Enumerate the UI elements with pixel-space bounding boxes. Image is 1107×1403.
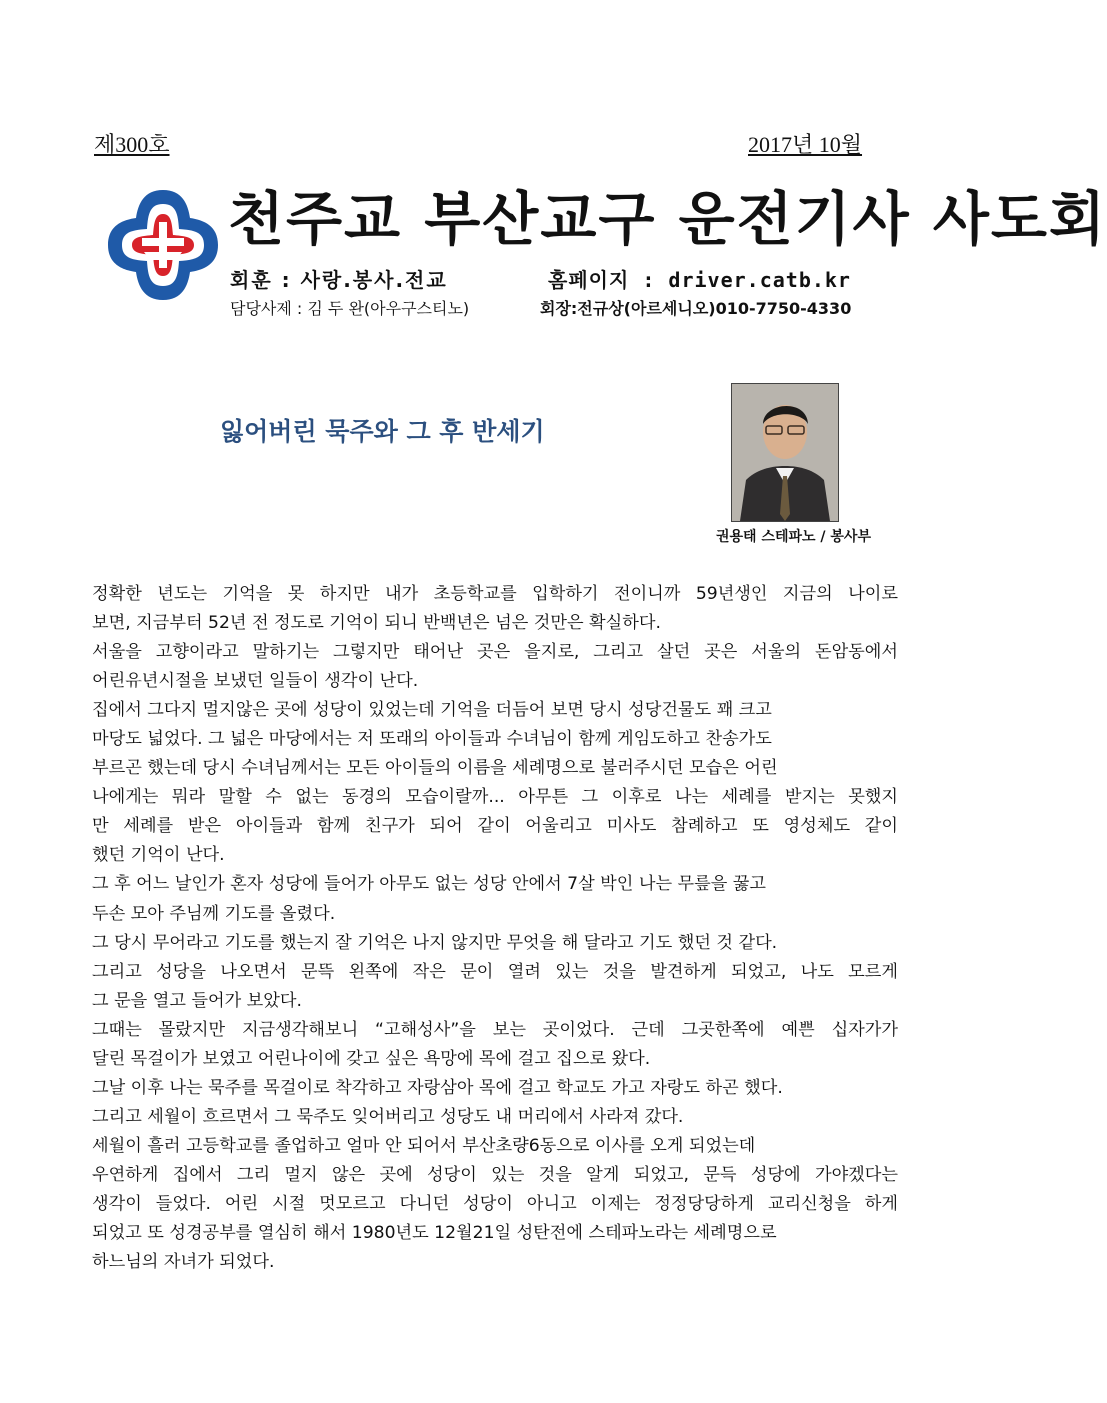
body-line: 어린유년시절을 보냈던 일들이 생각이 난다. bbox=[92, 671, 419, 692]
body-line: 보면, 지금부터 52년 전 정도로 기억이 되니 반백년은 넘은 것만은 확실하다. bbox=[92, 613, 661, 634]
body-line: 마당도 넓었다. 그 넓은 마당에서는 저 또래의 아이들과 수녀님이 함께 게임도하고 찬송가도 bbox=[92, 729, 772, 750]
author-photo bbox=[731, 383, 839, 522]
president-info: 회장:전규상(아르세니오)010-7750-4330 bbox=[540, 299, 852, 318]
body-line: 생각이 들었다. 어린 시절 멋모르고 다니던 성당이 아니고 이제는 정정당당하게 교리신청을 하게 bbox=[92, 1193, 898, 1214]
body-line: 정확한 년도는 기억을 못 하지만 내가 초등학교를 입학하기 전이니까 59년생인 지금의 나이로 bbox=[92, 584, 898, 604]
body-line: 되었고 또 성경공부를 열심히 해서 1980년도 12월21일 성탄전에 스테파노라는 세례명으로 bbox=[92, 1223, 777, 1244]
body-line: 만 세례를 받은 아이들과 함께 친구가 되어 같이 어울리고 미사도 참례하고 또 영성체도 같이 bbox=[92, 816, 898, 837]
issue-number: 제300호 bbox=[94, 132, 170, 157]
article-body bbox=[92, 580, 898, 1277]
body-line: 그때는 몰랐지만 지금생각해보니 “고해성사”을 보는 곳이었다. 근데 그곳한쪽에 예쁜 십자가가 bbox=[92, 1019, 898, 1040]
issue-date: 2017년 10월 bbox=[748, 132, 863, 157]
cross-emblem-icon bbox=[104, 186, 222, 304]
body-line: 그 문을 열고 들어가 보았다. bbox=[92, 990, 302, 1011]
body-line: 그 후 어느 날인가 혼자 성당에 들어가 아무도 없는 성당 안에서 7살 박인 나는 무릎을 꿇고 bbox=[92, 874, 766, 895]
body-line: 그날 이후 나는 묵주를 목걸이로 착각하고 자랑삼아 목에 걸고 학교도 가고 자랑도 하곤 했다. bbox=[92, 1077, 783, 1098]
article-title: 잃어버린 묵주와 그 후 반세기 bbox=[220, 417, 545, 446]
body-line: 나에게는 뭐라 말할 수 없는 동경의 모습이랄까... 아무튼 그 이후로 나는 세례를 받지는 못했지 bbox=[92, 787, 898, 808]
body-line: 서울을 고향이라고 말하기는 그렇지만 태어난 곳은 을지로, 그리고 살던 곳은 서울의 돈암동에서 bbox=[92, 642, 898, 663]
body-line: 부르곤 했는데 당시 수녀님께서는 모든 아이들의 이름을 세례명으로 불러주시던 모습은 어린 bbox=[92, 758, 778, 779]
author-name: 권용태 스테파노 / 봉사부 bbox=[716, 529, 871, 545]
body-line: 그 당시 무어라고 기도를 했는지 잘 기억은 나지 않지만 무엇을 해 달라고 기도 했던 것 같다. bbox=[92, 932, 778, 953]
priest-info: 담당사제 : 김 두 완(아우구스티노) bbox=[230, 299, 470, 318]
body-line: 우연하게 집에서 그리 멀지 않은 곳에 성당이 있는 것을 알게 되었고, 문득 성당에 가야겠다는 bbox=[92, 1164, 898, 1185]
body-line: 그리고 성당을 나오면서 문뜩 왼쪽에 작은 문이 열려 있는 것을 발견하게 되었고, 나도 모르게 bbox=[92, 961, 898, 982]
body-line: 그리고 세월이 흐르면서 그 묵주도 잊어버리고 성당도 내 머리에서 사라져 갔다. bbox=[92, 1106, 684, 1127]
body-line: 달린 목걸이가 보였고 어린나이에 갖고 싶은 욕망에 목에 걸고 집으로 왔다. bbox=[92, 1048, 651, 1069]
homepage-link[interactable]: 홈페이지 : driver.catb.kr bbox=[548, 268, 851, 292]
body-line: 두손 모아 주님께 기도를 올렸다. bbox=[92, 903, 336, 924]
body-line: 하느님의 자녀가 되었다. bbox=[92, 1252, 275, 1273]
body-line: 세월이 흘러 고등학교를 졸업하고 얼마 안 되어서 부산초량6동으로 이사를 오게 되었는데 bbox=[92, 1135, 756, 1156]
body-line: 했던 기억이 난다. bbox=[92, 845, 225, 866]
motto: 회훈 : 사랑.봉사.전교 bbox=[230, 268, 448, 292]
body-line: 집에서 그다지 멀지않은 곳에 성당이 있었는데 기억을 더듬어 보면 당시 성당건물도 꽤 크고 bbox=[92, 700, 772, 721]
org-title: 천주교 부산교구 운전기사 사도회 bbox=[228, 185, 1107, 253]
